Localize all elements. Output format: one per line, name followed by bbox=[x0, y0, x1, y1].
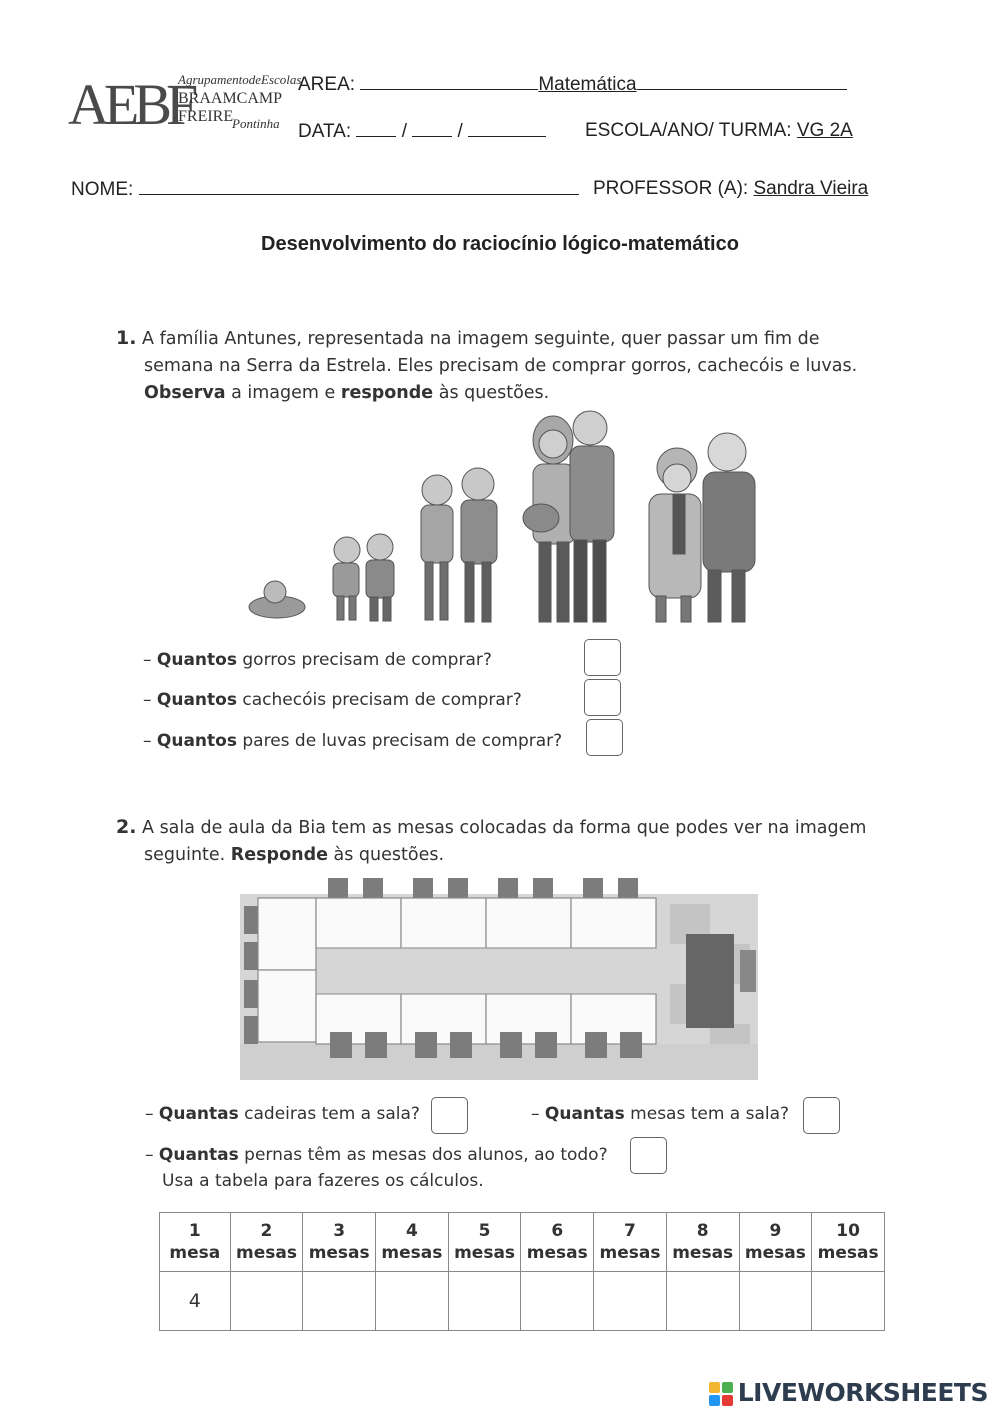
area-label: AREA: bbox=[298, 74, 356, 95]
table-cell-input[interactable] bbox=[739, 1272, 812, 1331]
liveworksheets-brand bbox=[708, 1378, 988, 1407]
family-illustration bbox=[235, 402, 775, 630]
logo-line1: AgrupamentodeEscolas bbox=[178, 72, 302, 87]
data-row: DATA: / / bbox=[298, 120, 546, 143]
liveworksheets-text: LIVEWORKSHEETS bbox=[737, 1378, 988, 1407]
q1-sub-3: – Quantos pares de luvas precisam de comprar? bbox=[143, 731, 563, 751]
escola-row bbox=[585, 120, 853, 142]
professor-value: Sandra Vieira bbox=[753, 178, 869, 199]
q1-sub-2: – Quantos cachecóis precisam de comprar? bbox=[143, 690, 522, 710]
escola-value[interactable]: VG 2A bbox=[796, 120, 853, 141]
q1-answer-1-box[interactable] bbox=[584, 639, 621, 676]
table-header-row bbox=[160, 1213, 885, 1272]
table-cell-input[interactable] bbox=[812, 1272, 885, 1331]
nome-label: NOME: bbox=[71, 179, 134, 200]
data-day-field[interactable] bbox=[356, 120, 396, 137]
liveworksheets-logo-icon bbox=[708, 1381, 734, 1407]
table-cell-input[interactable] bbox=[303, 1272, 376, 1331]
q2-answer-3-box[interactable] bbox=[630, 1137, 667, 1174]
question-1-number: 1. bbox=[116, 327, 137, 349]
area-row bbox=[298, 73, 847, 96]
q1-answer-3-box[interactable] bbox=[586, 719, 623, 756]
small-child-girl bbox=[333, 537, 360, 620]
table-header: 1 mesa bbox=[160, 1213, 231, 1272]
grandmother-figure bbox=[649, 448, 701, 622]
data-year-field[interactable] bbox=[468, 120, 546, 137]
table-header: 10 mesas bbox=[812, 1213, 885, 1272]
grandfather-figure bbox=[703, 433, 755, 622]
question-1-line2: semana na Serra da Estrela. Eles precisam de comprar gorros, cachecóis e luvas. bbox=[144, 356, 858, 376]
older-child-boy bbox=[461, 468, 497, 622]
q2-sub-3: – Quantas pernas têm as mesas dos alunos, ao todo? bbox=[145, 1145, 608, 1165]
table-header: 7 mesas bbox=[594, 1213, 667, 1272]
teacher-desk bbox=[686, 934, 734, 1028]
q2-answer-2-box[interactable] bbox=[803, 1097, 840, 1134]
logo-line4: Pontinha bbox=[232, 116, 280, 131]
small-child-boy bbox=[366, 534, 394, 621]
father-figure bbox=[570, 411, 614, 622]
table-header: 8 mesas bbox=[666, 1213, 739, 1272]
table-cell-input[interactable] bbox=[448, 1272, 521, 1331]
table-cell: 4 bbox=[160, 1272, 231, 1331]
question-2-number: 2. bbox=[116, 816, 137, 838]
page-title: Desenvolvimento do raciocínio lógico-matemático bbox=[261, 233, 739, 255]
nome-field[interactable] bbox=[139, 178, 579, 195]
data-month-field[interactable] bbox=[412, 120, 452, 137]
table-header: 2 mesas bbox=[230, 1213, 303, 1272]
mother-figure bbox=[523, 416, 575, 622]
table-cell-input[interactable] bbox=[666, 1272, 739, 1331]
teacher-chair bbox=[740, 950, 756, 992]
question-2: 2. A sala de aula da Bia tem as mesas colocadas da forma que podes ver na imagem seguinte. Responde às questões. bbox=[116, 816, 867, 865]
nome-row bbox=[71, 178, 579, 201]
school-logo bbox=[68, 70, 302, 142]
q1-answer-2-box[interactable] bbox=[584, 679, 621, 716]
table-cell-input[interactable] bbox=[376, 1272, 449, 1331]
q2-sub-1: – Quantas cadeiras tem a sala? bbox=[145, 1104, 420, 1124]
table-cell-input[interactable] bbox=[230, 1272, 303, 1331]
older-child-girl bbox=[421, 475, 453, 620]
table-header: 3 mesas bbox=[303, 1213, 376, 1272]
classroom-illustration bbox=[240, 876, 758, 1080]
question-1-line1: A família Antunes, representada na imagem seguinte, quer passar um fim de bbox=[142, 329, 820, 349]
professor-label: PROFESSOR (A): bbox=[593, 178, 749, 199]
q2-answer-1-box[interactable] bbox=[431, 1097, 468, 1134]
question-1: 1. A família Antunes, representada na imagem seguinte, quer passar um fim de semana na Serra da Estrela. Eles precisam de comprar gorros, cachecóis e luvas. Observa a imagem e responde às questões. bbox=[116, 327, 858, 403]
q2-hint: Usa a tabela para fazeres os cálculos. bbox=[162, 1171, 484, 1191]
area-value[interactable]: Matemática bbox=[538, 74, 637, 95]
question-2-line1: A sala de aula da Bia tem as mesas colocadas da forma que podes ver na imagem bbox=[142, 818, 867, 838]
table-header: 4 mesas bbox=[376, 1213, 449, 1272]
table-cell-input[interactable] bbox=[521, 1272, 594, 1331]
table-values-row bbox=[160, 1272, 885, 1331]
table-header: 6 mesas bbox=[521, 1213, 594, 1272]
logo-initials: AEBF bbox=[68, 72, 193, 137]
q2-sub-2: – Quantas mesas tem a sala? bbox=[531, 1104, 790, 1124]
data-label: DATA: bbox=[298, 121, 352, 142]
q1-sub-1: – Quantos gorros precisam de comprar? bbox=[143, 650, 492, 670]
table-cell-input[interactable] bbox=[594, 1272, 667, 1331]
professor-row bbox=[593, 178, 868, 200]
table-header: 5 mesas bbox=[448, 1213, 521, 1272]
logo-line3: FREIRE bbox=[178, 108, 234, 125]
escola-label: ESCOLA/ANO/ TURMA: bbox=[585, 120, 792, 141]
logo-line2: BRAAMCAMP bbox=[178, 90, 283, 107]
table-header: 9 mesas bbox=[739, 1213, 812, 1272]
calculation-table bbox=[159, 1212, 885, 1331]
